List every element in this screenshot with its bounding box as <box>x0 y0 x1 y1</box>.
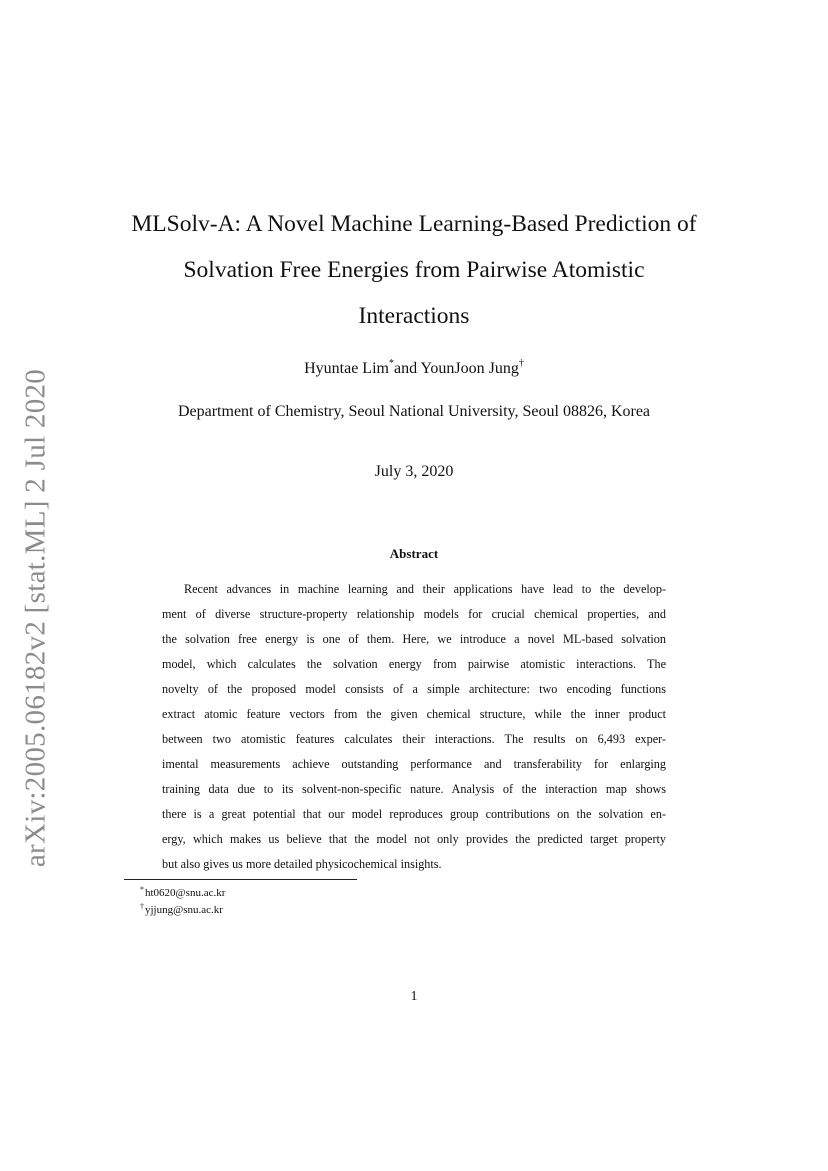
author-list <box>0 358 828 378</box>
abstract-line: the solvation free energy is one of them. Here, we introduce a novel ML-based solvation <box>162 632 666 646</box>
abstract-line: between two atomistic features calculates their interactions. The results on 6,493 exper- <box>162 732 666 746</box>
author-2-footnote-mark: † <box>518 358 524 369</box>
abstract-body <box>162 577 666 877</box>
footnote-mark: † <box>140 902 144 911</box>
author-1: Hyuntae Lim <box>304 360 389 377</box>
abstract-line: novelty of the proposed model consists of a simple architecture: two encoding functions <box>162 682 666 696</box>
abstract-line: ergy, which makes us believe that the model not only provides the predicted target property <box>162 832 666 846</box>
paper-title <box>100 201 728 339</box>
footnote-divider <box>124 879 357 880</box>
abstract-line: ment of diverse structure-property relationship models for crucial chemical properties, and <box>162 607 666 621</box>
abstract-line: extract atomic feature vectors from the given chemical structure, while the inner product <box>162 707 666 721</box>
affiliation: Department of Chemistry, Seoul National University, Seoul 08826, Korea <box>177 403 651 420</box>
footnote-email-1 <box>140 883 225 900</box>
author-1-footnote-mark: * <box>388 358 394 369</box>
title-line-3: Interactions <box>358 303 470 329</box>
title-line-1: MLSolv-A: A Novel Machine Learning-Based Prediction of <box>131 211 697 237</box>
author-2: and YounJoon Jung <box>393 360 519 377</box>
abstract-line: there is a great potential that our model reproduces group contributions on the solvation en- <box>162 807 666 821</box>
title-line-2: Solvation Free Energies from Pairwise Atomistic <box>183 257 645 283</box>
publication-date: July 3, 2020 <box>374 463 454 480</box>
footnote-email-2 <box>140 900 223 917</box>
abstract-line: model, which calculates the solvation energy from pairwise atomistic interactions. The <box>162 657 666 671</box>
footnote-mark: * <box>140 885 144 894</box>
abstract-heading: Abstract <box>389 546 439 561</box>
abstract-line: but also gives us more detailed physicochemical insights. <box>162 857 442 871</box>
arxiv-stamp: arXiv:2005.06182v2 [stat.ML] 2 Jul 2020 <box>19 368 52 868</box>
abstract-line: imental measurements achieve outstanding performance and transferability for enlarging <box>162 757 666 771</box>
abstract-line: Recent advances in machine learning and their applications have lead to the develop- <box>184 582 666 596</box>
page-number: 1 <box>410 989 418 1004</box>
footnote-email[interactable]: yjjung@snu.ac.kr <box>145 904 223 916</box>
abstract-line: training data due to its solvent-non-specific nature. Analysis of the interaction map shows <box>162 782 666 796</box>
footnote-email[interactable]: ht0620@snu.ac.kr <box>145 887 226 899</box>
